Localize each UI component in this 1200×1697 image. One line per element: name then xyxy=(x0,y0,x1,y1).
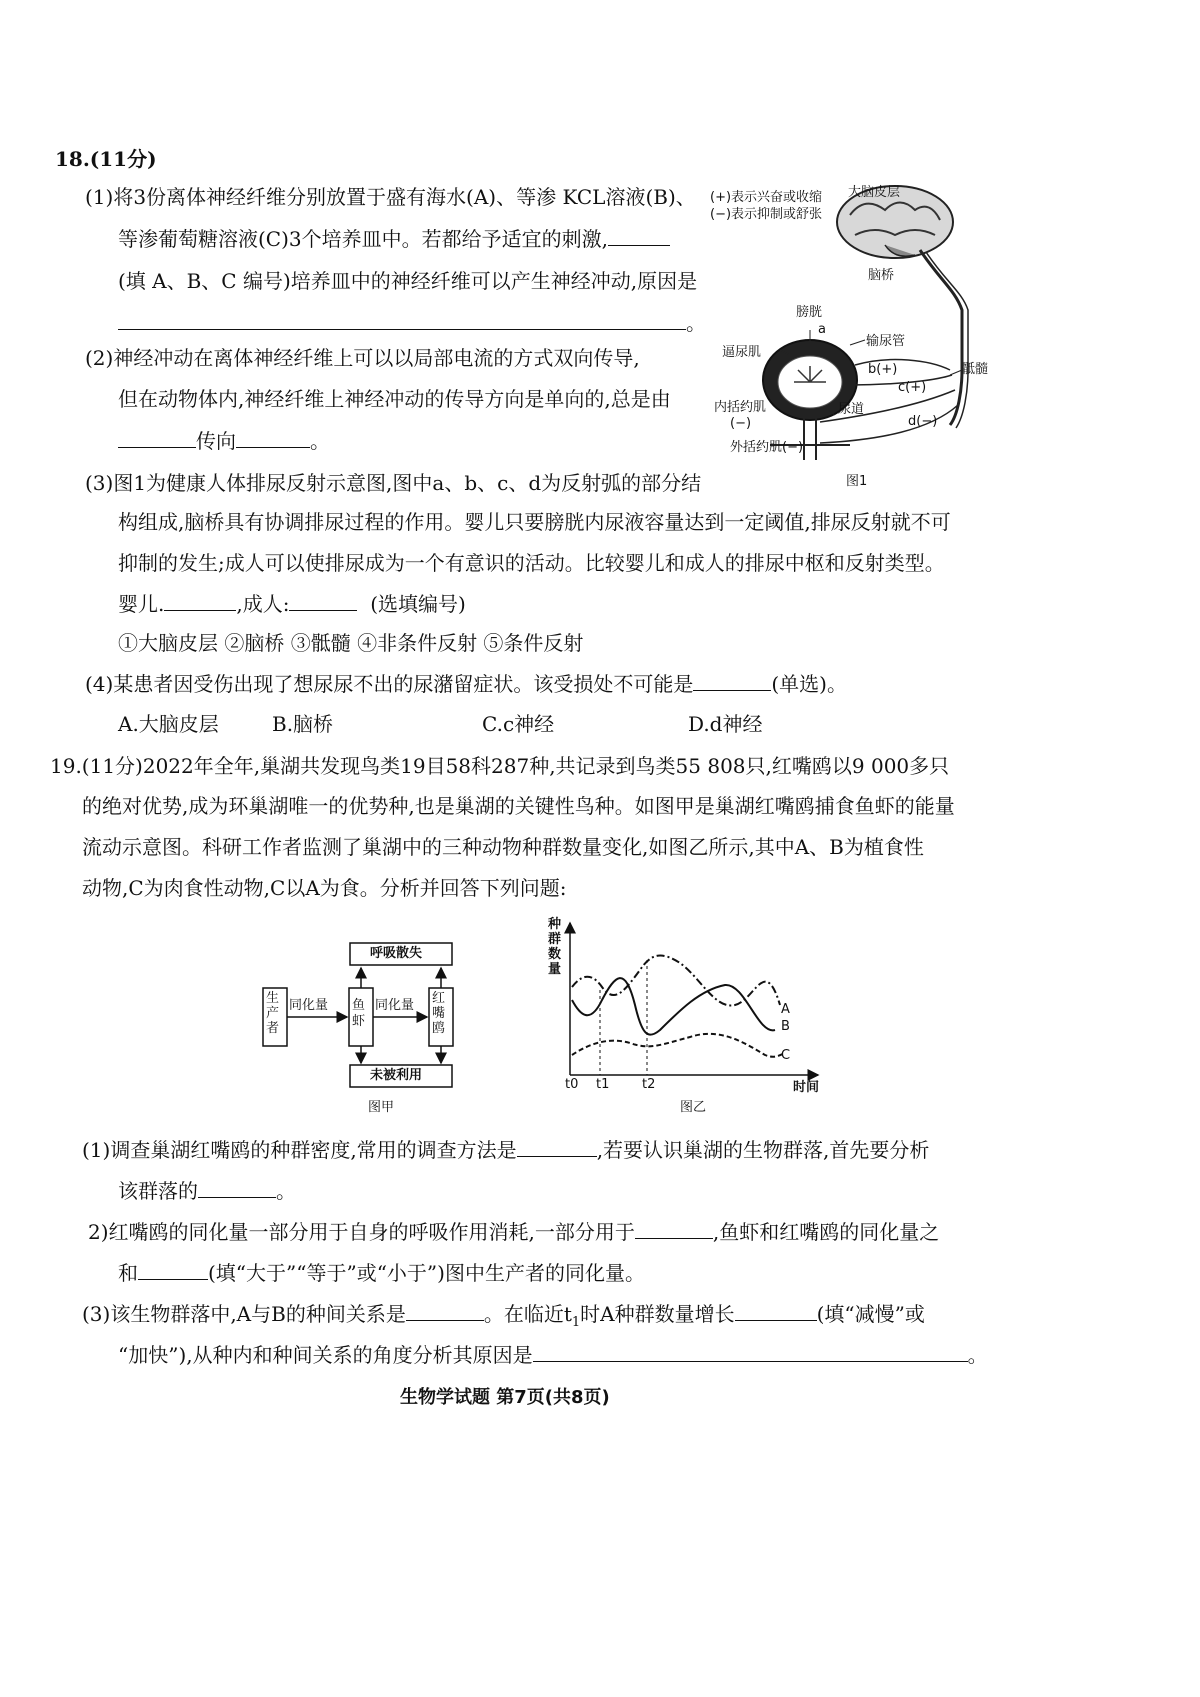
fig1-label-pons: 脑桥 xyxy=(868,268,895,283)
q19-line2: 的绝对优势,成为环巢湖唯一的优势种,也是巢湖的关键性鸟种。如图甲是巢湖红嘴鸥捕食鱼虾的能量 xyxy=(82,794,955,818)
q18-p1-line4: 。 xyxy=(118,310,706,336)
series-c-label: C xyxy=(781,1048,791,1063)
answer-blank[interactable] xyxy=(735,1302,817,1321)
answer-blank[interactable] xyxy=(138,1261,208,1280)
answer-blank[interactable] xyxy=(533,1343,968,1362)
fig1-legend-plus: (+)表示兴奋或收缩 xyxy=(710,190,823,205)
fig1-label-d: d(−) xyxy=(908,414,938,429)
q18-p1-line2: 等渗葡萄糖溶液(C)3个培养皿中。若都给予适宜的刺激, xyxy=(118,226,670,252)
q18-p3-line4: 婴儿. ,成人: (选填编号) xyxy=(118,592,466,616)
q19-s2-line1: 2)红嘴鸥的同化量一部分用于自身的呼吸作用消耗,一部分用于 ,鱼虾和红嘴鸥的同化量之 xyxy=(88,1220,940,1244)
fig1-caption: 图1 xyxy=(846,474,868,489)
choice-a: A.大脑皮层 xyxy=(118,712,219,736)
fig1-label-c: c(+) xyxy=(898,380,927,395)
q18-p4-line1: (4)某患者因受伤出现了想尿尿不出的尿潴留症状。该受损处不可能是 (单选)。 xyxy=(85,672,847,696)
fig1-label-bladder: 膀胱 xyxy=(796,305,823,320)
choice-b: B.脑桥 xyxy=(272,712,334,736)
fig1-label-cortex: 大脑皮层 xyxy=(848,185,901,200)
fig1-label-b: b(+) xyxy=(868,362,898,377)
x-tick-t2: t2 xyxy=(642,1077,656,1092)
fig1-legend-minus: (−)表示抑制或舒张 xyxy=(710,207,823,222)
label-respiration: 呼吸散失 xyxy=(370,946,423,961)
label-unused: 未被利用 xyxy=(370,1068,423,1083)
chart-ylabel: 种群数量 xyxy=(548,917,562,977)
q18-p3-options: ①大脑皮层 ②脑桥 ③骶髓 ④非条件反射 ⑤条件反射 xyxy=(118,631,584,655)
series-b-label: B xyxy=(781,1019,790,1034)
answer-blank[interactable] xyxy=(164,592,236,611)
fig1-label-urethra: 尿道 xyxy=(838,402,865,417)
q18-p1-line3: (填 A、B、C 编号)培养皿中的神经纤维可以产生神经冲动,原因是 xyxy=(118,269,698,293)
fig1-label-inner-sign: (−) xyxy=(730,416,752,431)
q19-s1-line2: 该群落的 。 xyxy=(118,1179,296,1203)
fig1-label-inner: 内括约肌 xyxy=(714,400,767,415)
q19-line4: 动物,C为肉食性动物,C以A为食。分析并回答下列问题: xyxy=(82,876,567,900)
q19-s2-line2: 和 (填“大于”“等于”或“小于”)图中生产者的同化量。 xyxy=(118,1261,645,1285)
q18-p1-line1: (1)将3份离体神经纤维分别放置于盛有海水(A)、等渗 KCL溶液(B)、 xyxy=(85,185,696,209)
answer-blank[interactable] xyxy=(693,672,771,691)
answer-blank[interactable] xyxy=(289,592,357,611)
q19-s3-line1: (3)该生物群落中,A与B的种间关系是 。在临近$t_1$时A种群数量增长 (填“减慢”或 xyxy=(82,1302,925,1330)
series-c-line xyxy=(572,1034,785,1057)
q19-line1: 19.(11分)2022年全年,巢湖共发现鸟类19目58科287种,共记录到鸟类55 808只,红嘴鸥以9 000多只 xyxy=(50,754,950,778)
answer-blank[interactable] xyxy=(608,227,670,246)
choice-c: C.c神经 xyxy=(482,712,555,736)
q18-header: 18.(11分) xyxy=(55,147,157,171)
q18-p2-line2: 但在动物体内,神经纤维上神经冲动的传导方向是单向的,总是由 xyxy=(118,387,671,411)
chart-caption: 图乙 xyxy=(680,1100,707,1115)
label-fish: 鱼虾 xyxy=(352,998,366,1029)
answer-blank[interactable] xyxy=(118,311,686,330)
answer-blank[interactable] xyxy=(635,1220,713,1239)
label-gull: 红嘴鸥 xyxy=(432,991,446,1036)
answer-blank[interactable] xyxy=(118,429,196,448)
answer-blank[interactable] xyxy=(198,1179,276,1198)
fig1-label-ureter: 输尿管 xyxy=(866,334,906,349)
fig1-label-detrusor: 逼尿肌 xyxy=(722,345,762,360)
page-footer: 生物学试题 第7页(共8页) xyxy=(400,1387,610,1408)
label-producer: 生产者 xyxy=(266,991,280,1036)
fig-jia-caption: 图甲 xyxy=(368,1100,395,1115)
q18-p3-line2: 构组成,脑桥具有协调排尿过程的作用。婴儿只要膀胱内尿液容量达到一定阈值,排尿反射就不可 xyxy=(118,510,951,534)
q18-p2-line3: 传向 。 xyxy=(118,428,330,454)
series-a-label: A xyxy=(781,1002,790,1017)
fig1-label-outer: 外括约肌(−) xyxy=(730,440,804,455)
q19-s3-line2: “加快”),从种内和种间关系的角度分析其原因是 。 xyxy=(118,1343,988,1367)
answer-blank[interactable] xyxy=(517,1138,597,1157)
q18-p3-line3: 抑制的发生;成人可以使排尿成为一个有意识的活动。比较婴儿和成人的排尿中枢和反射类型。 xyxy=(118,551,945,575)
answer-blank[interactable] xyxy=(236,429,310,448)
fig1-label-a: a xyxy=(818,322,826,337)
x-tick-t1: t1 xyxy=(596,1077,610,1092)
choice-d: D.d神经 xyxy=(688,712,763,736)
answer-blank[interactable] xyxy=(406,1302,484,1321)
fig1-label-sacral: 骶髓 xyxy=(962,362,989,377)
label-assim-2: 同化量 xyxy=(375,998,415,1013)
q18-p3-line1: (3)图1为健康人体排尿反射示意图,图中a、b、c、d为反射弧的部分结 xyxy=(85,471,702,495)
label-assim-1: 同化量 xyxy=(289,998,329,1013)
x-tick-t0: t0 xyxy=(565,1077,579,1092)
q18-p2-line1: (2)神经冲动在离体神经纤维上可以以局部电流的方式双向传导, xyxy=(85,346,640,370)
q19-s1-line1: (1)调查巢湖红嘴鸥的种群密度,常用的调查方法是 ,若要认识巢湖的生物群落,首先要分析 xyxy=(82,1138,930,1162)
chart-xlabel: 时间 xyxy=(793,1080,820,1095)
q19-line3: 流动示意图。科研工作者监测了巢湖中的三种动物种群数量变化,如图乙所示,其中A、B为植食性 xyxy=(82,835,924,859)
